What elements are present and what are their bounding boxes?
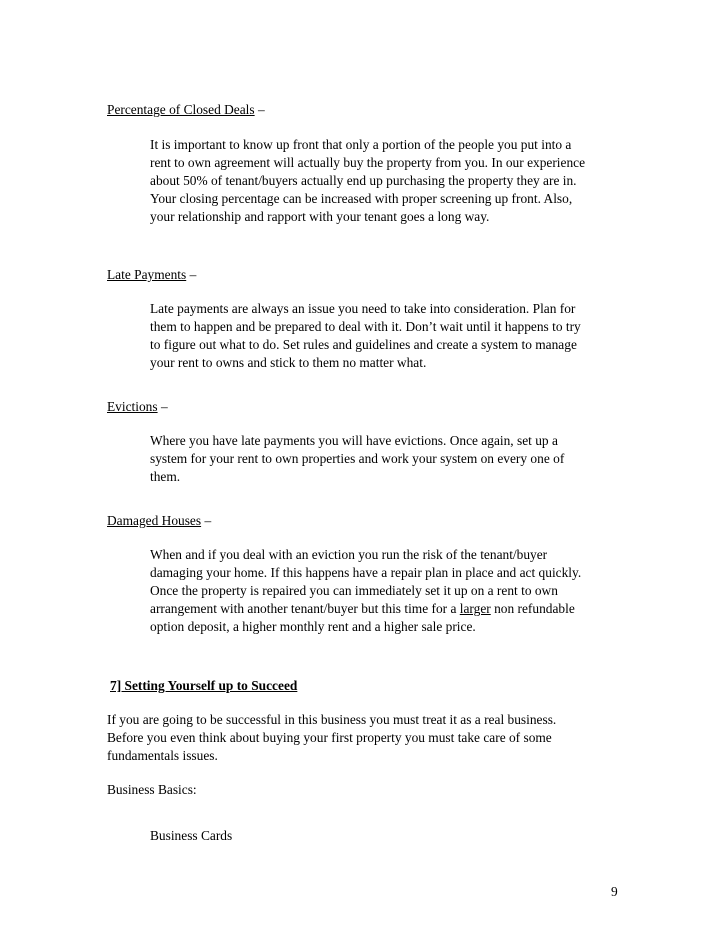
heading-text: Evictions [107, 399, 158, 414]
section-heading-damaged-houses [107, 512, 211, 530]
paragraph-line: them. [150, 469, 181, 484]
section-heading-closed-deals [107, 101, 265, 119]
paragraph-line: them to happen and be prepared to deal with it. Don’t wait until it happens to try [150, 319, 581, 334]
section-heading-late-payments [107, 266, 196, 284]
line-text: arrangement with another tenant/buyer but this time for a [150, 601, 460, 616]
line-text: non refundable [490, 601, 575, 616]
paragraph-line [150, 600, 575, 618]
paragraph-line: your relationship and rapport with your tenant goes a long way. [150, 209, 490, 224]
paragraph-line: about 50% of tenant/buyers actually end up purchasing the property they are in. [150, 173, 577, 188]
paragraph-line: It is important to know up front that only a portion of the people you put into a [150, 137, 572, 152]
heading-dash: – [201, 513, 212, 528]
intro-line: If you are going to be successful in this business you must treat it as a real business. [107, 712, 557, 727]
underlined-word: larger [459, 601, 491, 616]
intro-line: Before you even think about buying your first property you must take care of some [107, 730, 552, 745]
paragraph-line: your rent to owns and stick to them no matter what. [150, 355, 427, 370]
paragraph-line: to figure out what to do. Set rules and guidelines and create a system to manage [150, 337, 577, 352]
paragraph-line: rent to own agreement will actually buy the property from you. In our experience [150, 155, 586, 170]
paragraph-line: Where you have late payments you will have evictions. Once again, set up a [150, 433, 558, 448]
paragraph-line: system for your rent to own properties and work your system on every one of [150, 451, 565, 466]
section-heading-evictions [107, 398, 168, 416]
paragraph-line: Once the property is repaired you can immediately set it up on a rent to own [150, 583, 558, 598]
heading-dash: – [157, 399, 168, 414]
heading-dash: – [186, 267, 197, 282]
heading-dash: – [254, 102, 265, 117]
chapter-title: 7] Setting Yourself up to Succeed [110, 678, 298, 693]
heading-text: Damaged Houses [107, 513, 202, 528]
list-item-business-cards: Business Cards [150, 828, 233, 843]
paragraph-line: Late payments are always an issue you need to take into consideration. Plan for [150, 301, 576, 316]
paragraph-line: Your closing percentage can be increased with proper screening up front. Also, [150, 191, 573, 206]
intro-line: fundamentals issues. [107, 748, 218, 763]
paragraph-line: option deposit, a higher monthly rent and a higher sale price. [150, 619, 476, 634]
subheading-business-basics: Business Basics: [107, 782, 197, 797]
heading-text: Percentage of Closed Deals [107, 102, 255, 117]
heading-text: Late Payments [107, 267, 187, 282]
paragraph-line: damaging your home. If this happens have a repair plan in place and act quickly. [150, 565, 582, 580]
paragraph-line: When and if you deal with an eviction you run the risk of the tenant/buyer [150, 547, 548, 562]
page-number: 9 [611, 884, 618, 899]
